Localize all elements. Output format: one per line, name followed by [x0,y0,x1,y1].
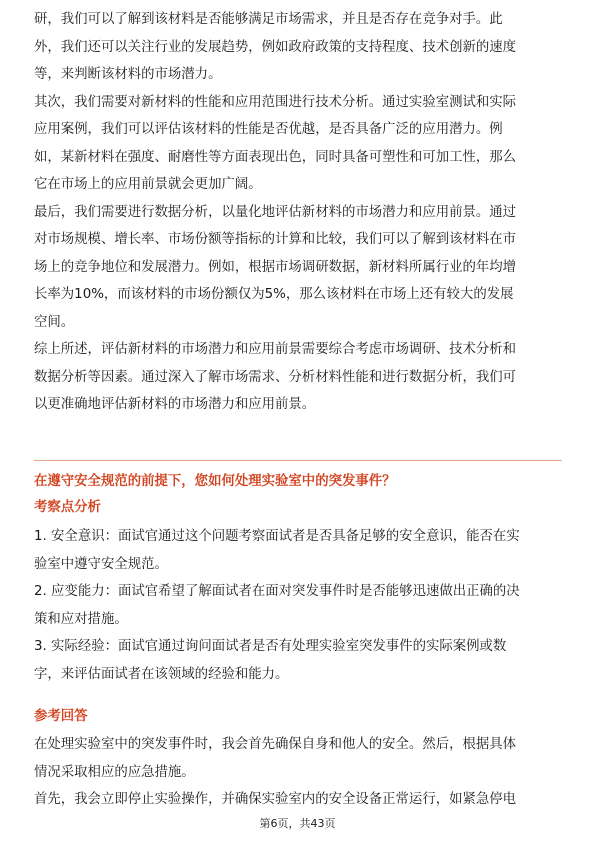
analysis-heading: 考察点分析 [34,500,101,515]
body-line: 场上的竞争地位和发展潜力。例如，根据市场调研数据，新材料所属行业的年均增 [34,259,517,275]
analysis-line: 字，来评估面试者在该领域的经验和能力。 [34,666,289,682]
body-top [34,6,562,419]
body-line: 长率为10%，而该材料的市场份额仅为5%，那么该材料在市场上还有较大的发展 [34,287,514,302]
analysis-line: 策和应对措施。 [34,611,128,627]
body-line: 它在市场上的应用前景就会更加广阔。 [34,177,262,192]
analysis-body [34,523,562,688]
body-line: 等，来判断该材料的市场潜力。 [34,67,222,82]
answer-line: 首先，我会立即停止实验操作，并确保实验室内的安全设备正常运行，如紧急停电 [34,792,517,807]
body-line: 最后，我们需要进行数据分析，以量化地评估新材料的市场潜力和应用前景。通过 [34,204,517,220]
body-line: 以更准确地评估新材料的市场潜力和应用前景。 [34,397,316,412]
answer-line: 情况采取相应的应急措施。 [34,764,195,780]
answer-line: 在处理实验室中的突发事件时，我会首先确保自身和他人的安全。然后，根据具体 [34,737,517,752]
analysis-line: 验室中遵守安全规范。 [34,556,168,572]
body-line: 数据分析等因素。通过深入了解市场需求、分析材料性能和进行数据分析，我们可 [34,369,517,385]
body-line: 外，我们还可以关注行业的发展趋势，例如政府政策的支持程度、技术创新的速度 [34,39,517,55]
question-title: 在遵守安全规范的前提下，您如何处理实验室中的突发事件？ [34,474,396,489]
page-number: 第6页，共43页 [259,817,336,830]
body-line: 综上所述，评估新材料的市场潜力和应用前景需要综合考虑市场调研、技术分析和 [34,342,517,357]
body-line: 其次，我们需要对新材料的性能和应用范围进行技术分析。通过实验室测试和实际 [34,94,517,110]
analysis-line: 2. 应变能力：面试官希望了解面试者在面对突发事件时是否能够迅速做出正确的决 [34,584,520,599]
body-line: 应用案例，我们可以评估该材料的性能是否优越，是否具备广泛的应用潜力。例 [34,122,503,137]
analysis-line: 1. 安全意识：面试官通过这个问题考察面试者是否具备足够的安全意识，能否在实 [34,529,520,544]
body-line: 对市场规模、增长率、市场份额等指标的计算和比较，我们可以了解到该材料在市 [34,232,517,247]
body-line: 空间。 [34,314,75,330]
answer-heading: 参考回答 [34,709,88,724]
body-line: 如，某新材料在强度、耐磨性等方面表现出色，同时具备可塑性和可加工性，那么 [34,149,517,165]
answer-body [34,731,562,814]
analysis-line: 3. 实际经验：面试官通过询问面试者是否有处理实验室突发事件的实际案例或数 [34,639,507,654]
body-line: 研，我们可以了解到该材料是否能够满足市场需求，并且是否存在竞争对手。此 [34,12,503,27]
section-divider [34,460,562,461]
